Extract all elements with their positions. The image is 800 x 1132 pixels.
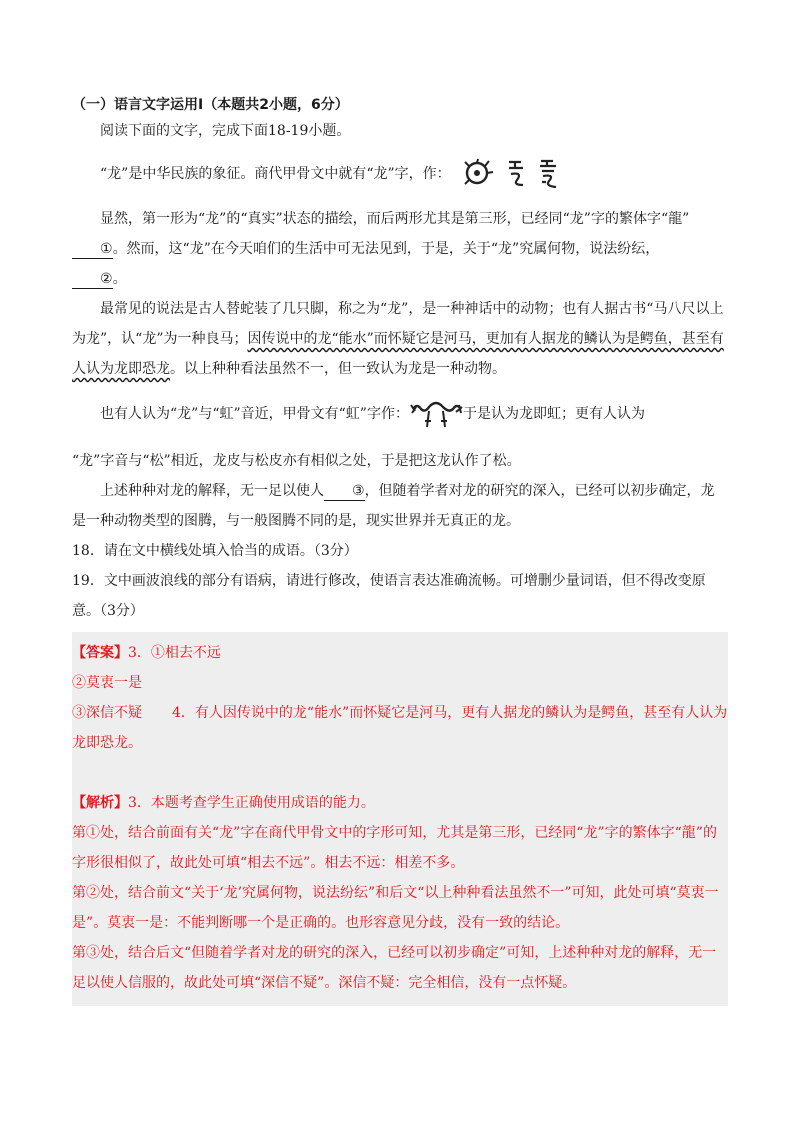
passage-text-3a: 最常见的说法是古人替蛇装了几只脚，称之为“龙”，是一种神话中的动物；也有人据古书“马八尺以上为龙”，认“龙”为一种良马； [72, 301, 724, 347]
answer-label: 【答案】 [72, 645, 128, 661]
blank-2: ② [72, 270, 113, 289]
oracle-rainbow-glyph-icon [409, 397, 463, 431]
passage-text-2c: 。 [112, 271, 127, 287]
analysis-step-3: 第③处，结合后文“但随着学者对龙的研究的深入，已经可以初步确定”可知，上述种种对龙的解释，无一足以使人信服的，故此处可填“深信不疑”。深信不疑：完全相信，没有一点怀疑。 [72, 945, 717, 991]
passage-text-4b: 于是认为龙即虹；更有人认为 [462, 406, 645, 422]
question-18: 18．请在文中横线处填入恰当的成语。（3分） [72, 543, 358, 559]
passage-paragraph-4 [72, 394, 728, 434]
wavy-underlined-sentence: 因传说中的龙“能水”而怀疑它是河马，更加有人据龙的鳞认为是鳄鱼，甚至有人认为龙即恐龙 [72, 331, 724, 377]
analysis-intro-text: 3．本题考查学生正确使用成语的能力。 [128, 795, 375, 811]
passage-text-6a: 上述种种对龙的解释，无一足以使人 [100, 483, 324, 499]
passage-paragraph-5: “龙”字音与“松”相近，龙皮与松皮亦有相似之处，于是把这龙认作了松。 [72, 453, 521, 469]
question-19: 19．文中画波浪线的部分有语病，请进行修改，使语言表达准确流畅。可增删少量词语，但不得改变原意。（3分） [72, 573, 706, 619]
analysis-step-2: 第②处，结合前文“关于‘龙’究属何物，说法纷纭”和后文“以上种种看法虽然不一”可知，此处可填“莫衷一是”。莫衷一是：不能判断哪一个是正确的。也形容意见分歧，没有一致的结论。 [72, 885, 719, 931]
passage-text-2a: 显然，第一形为“龙”的“真实”状态的描绘，而后两形尤其是第三形，已经同“龙”字的繁体字“龍” [100, 211, 690, 227]
answer-analysis-box [72, 632, 728, 1006]
answer-line-1 [72, 638, 728, 668]
oracle-dragon-glyph-3-icon [537, 158, 559, 190]
oracle-dragon-glyph-2-icon [505, 158, 527, 190]
answer-line-3 [72, 698, 728, 758]
answer-line-2: ②莫衷一是 [72, 675, 142, 691]
blank-3: ③ [324, 482, 365, 501]
passage-paragraph-1 [72, 158, 728, 190]
passage-text-3b: 。以上种种看法虽然不一，但一致认为龙是一种动物。 [170, 361, 506, 377]
passage-text-2b: 。然而，这“龙”在今天咱们的生活中可无法见到，于是，关于“龙”究属何物，说法纷纭， [112, 241, 660, 257]
passage-paragraph-6 [72, 476, 728, 536]
answer-text-3a: ③深信不疑 [72, 705, 142, 721]
section-title: （一）语言文字运用Ⅰ（本题共2小题，6分） [72, 97, 349, 113]
oracle-dragon-glyph-1-icon [461, 158, 495, 190]
analysis-step-1: 第①处，结合前面有关“龙”字在商代甲骨文中的字形可知，尤其是第三形，已经同“龙”字的繁体字“龍”的字形很相似了，故此处可填“相去不远”。相去不远：相差不多。 [72, 825, 717, 871]
blank-1: ① [72, 240, 113, 259]
analysis-label: 【解析】 [72, 795, 128, 811]
passage-text-1: “龙”是中华民族的象征。商代甲骨文中就有“龙”字，作： [100, 166, 451, 182]
analysis-intro [72, 788, 728, 818]
passage-paragraph-2 [72, 204, 728, 294]
instruction: 阅读下面的文字，完成下面18-19小题。 [100, 123, 351, 139]
passage-paragraph-3 [72, 294, 728, 384]
answer-text-3b: 4．有人因传说中的龙“能水”而怀疑它是河马，更有人据龙的鳞认为是鳄鱼，甚至有人认为龙即恐龙。 [72, 705, 728, 751]
passage-text-4a: 也有人认为“龙”与“虹”音近，甲骨文有“虹”字作： [100, 406, 409, 422]
exam-page [72, 88, 728, 1006]
passage-text-6b: ，但随着学者对龙的研究的深入，已经可以初步确定，龙是一种动物类型的图腾，与一般图腾不同的是，现实世界并无真正的龙。 [72, 483, 715, 529]
oracle-glyphs [461, 158, 559, 190]
answer-text-1: 3．①相去不远 [128, 645, 221, 661]
